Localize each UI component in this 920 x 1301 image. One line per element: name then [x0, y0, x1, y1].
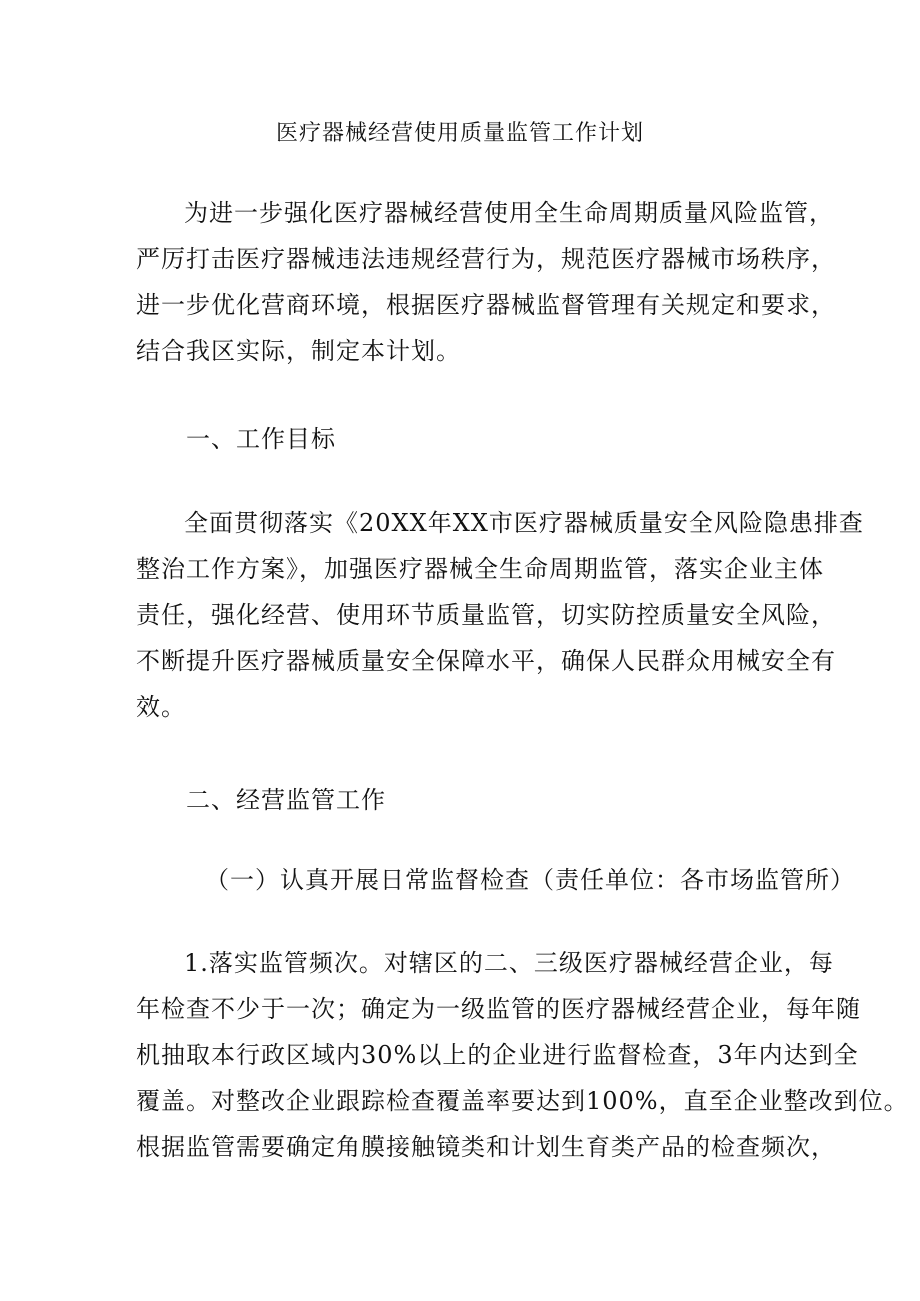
inspection-paragraph [136, 940, 909, 1170]
goals-line: 不断提升医疗器械质量安全保障水平，确保人民群众用械安全有 [136, 647, 836, 675]
inspection-line: 根据监管需要确定角膜接触镜类和计划生育类产品的检查频次， [136, 1133, 836, 1161]
intro-line: 严厉打击医疗器械违法违规经营行为，规范医疗器械市场秩序， [136, 245, 836, 273]
goals-paragraph [136, 500, 864, 730]
goals-line: 整治工作方案》，加强医疗器械全生命周期监管，落实企业主体 [136, 555, 824, 583]
inspection-line: 1.落实监管频次。对辖区的二、三级医疗器械经营企业，每 [184, 949, 834, 977]
intro-line: 为进一步强化医疗器械经营使用全生命周期质量风险监管， [184, 199, 834, 227]
inspection-line: 覆盖。对整改企业跟踪检查覆盖率要达到100%，直至企业整改到位。 [136, 1087, 909, 1115]
goals-line: 责任，强化经营、使用环节质量监管，切实防控质量安全风险， [136, 601, 836, 629]
section-heading-goals: 一、工作目标 [186, 425, 336, 453]
inspection-line: 年检查不少于一次；确定为一级监管的医疗器械经营企业，每年随 [136, 995, 861, 1023]
subsection-heading-inspection: （一）认真开展日常监督检查（责任单位：各市场监管所） [205, 866, 855, 894]
section-heading-supervision: 二、经营监管工作 [186, 786, 386, 814]
intro-line: 结合我区实际，制定本计划。 [136, 337, 461, 365]
intro-paragraph [136, 190, 836, 374]
document-title: 医疗器械经营使用质量监管工作计划 [275, 121, 644, 146]
goals-line: 效。 [136, 693, 186, 721]
intro-line: 进一步优化营商环境，根据医疗器械监督管理有关规定和要求， [136, 291, 836, 319]
inspection-line: 机抽取本行政区域内30%以上的企业进行监督检查，3年内达到全 [136, 1041, 859, 1069]
goals-line: 全面贯彻落实《20XX年XX市医疗器械质量安全风险隐患排查 [184, 509, 864, 537]
